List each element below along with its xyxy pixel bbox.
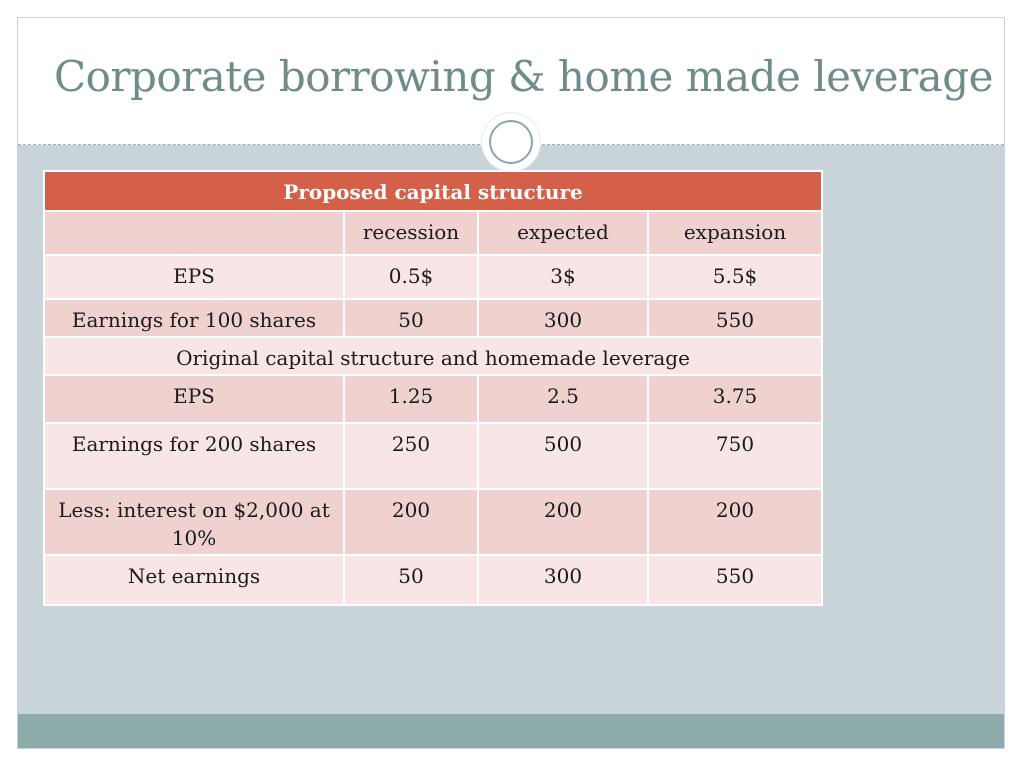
cell-value: 200 bbox=[648, 489, 822, 555]
table-row bbox=[44, 489, 822, 555]
cell-value: 3.75 bbox=[648, 375, 822, 423]
table-row bbox=[44, 423, 822, 489]
row-label: Net earnings bbox=[44, 555, 344, 605]
cell-value: 2.5 bbox=[478, 375, 648, 423]
cell-value: 3$ bbox=[478, 255, 648, 299]
row-label: Less: interest on $2,000 at 10% bbox=[44, 489, 344, 555]
cell-value: 300 bbox=[478, 299, 648, 337]
table-header: Proposed capital structure bbox=[44, 171, 822, 211]
subheader-row bbox=[44, 337, 822, 375]
row-label: Earnings for 200 shares bbox=[44, 423, 344, 489]
row-label: EPS bbox=[44, 375, 344, 423]
table-row bbox=[44, 255, 822, 299]
bottom-bar bbox=[18, 714, 1004, 748]
circle-ornament-ring bbox=[489, 120, 533, 164]
capital-structure-table bbox=[43, 170, 823, 606]
slide-title: Corporate borrowing & home made leverage bbox=[54, 52, 993, 101]
cell-value: 5.5$ bbox=[648, 255, 822, 299]
slide bbox=[17, 17, 1005, 749]
table-row bbox=[44, 299, 822, 337]
row-label: EPS bbox=[44, 255, 344, 299]
cell-value: 50 bbox=[344, 555, 478, 605]
cell-value: 550 bbox=[648, 299, 822, 337]
cell-value: 200 bbox=[344, 489, 478, 555]
row-label: Earnings for 100 shares bbox=[44, 299, 344, 337]
column-header-expected: expected bbox=[478, 211, 648, 255]
cell-value: 550 bbox=[648, 555, 822, 605]
cell-value: 750 bbox=[648, 423, 822, 489]
cell-value: 200 bbox=[478, 489, 648, 555]
column-header-row bbox=[44, 211, 822, 255]
column-header-recession: recession bbox=[344, 211, 478, 255]
table-subheader: Original capital structure and homemade leverage bbox=[44, 337, 822, 375]
column-header-empty bbox=[44, 211, 344, 255]
cell-value: 300 bbox=[478, 555, 648, 605]
cell-value: 250 bbox=[344, 423, 478, 489]
circle-ornament-icon bbox=[482, 113, 540, 171]
table-row bbox=[44, 375, 822, 423]
cell-value: 0.5$ bbox=[344, 255, 478, 299]
cell-value: 500 bbox=[478, 423, 648, 489]
column-header-expansion: expansion bbox=[648, 211, 822, 255]
table-row bbox=[44, 555, 822, 605]
cell-value: 50 bbox=[344, 299, 478, 337]
cell-value: 1.25 bbox=[344, 375, 478, 423]
